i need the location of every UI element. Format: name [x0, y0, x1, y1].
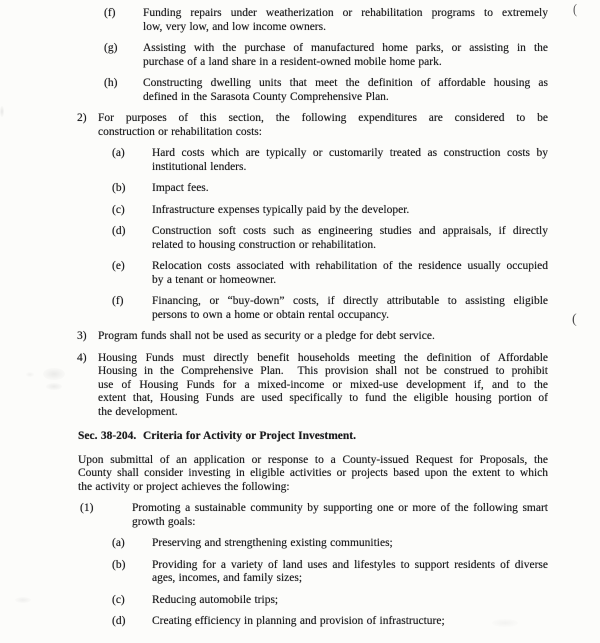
text-line: institutional lenders.: [152, 160, 247, 173]
item-marker: 4): [77, 351, 87, 364]
text-line: Promoting a sustainable community by supporting one or more of the following smart: [132, 502, 548, 514]
text-line: Creating efficiency in planning and provision of infrastructure;: [152, 615, 445, 627]
text-line: Impact fees.: [152, 182, 209, 194]
text-line: Reducing automobile trips;: [152, 593, 279, 606]
text-line: Financing, or “buy-down” costs, if directly attributable to assisting eligible: [152, 295, 548, 307]
list-item-d: [112, 225, 548, 252]
text-line: persons to own a home or obtain rental occupancy.: [152, 308, 390, 321]
item-marker: (b): [112, 558, 126, 571]
list-item-d: [112, 615, 548, 629]
list-item-h: [104, 77, 548, 104]
item-marker: (c): [112, 593, 125, 606]
text-line: Infrastructure expenses typically paid by the developer.: [152, 203, 410, 216]
item-marker: (a): [112, 537, 125, 549]
list-item-f: [112, 295, 548, 322]
list-item-1: [80, 502, 548, 529]
item-marker: (e): [112, 260, 125, 272]
list-item-b: [112, 558, 548, 586]
list-item-b: [112, 182, 548, 196]
text-line: Housing Funds must directly benefit households meeting the definition of Affordable: [98, 351, 548, 364]
text-line: construction or rehabilitation costs:: [98, 125, 262, 138]
text-line: the activity or project achieves the following:: [78, 480, 290, 493]
section-heading: [78, 430, 548, 444]
text-line: Preserving and strengthening existing communities;: [152, 537, 393, 549]
text-line: low, very low, and low income owners.: [143, 20, 326, 33]
text-line: related to housing construction or rehabilitation.: [152, 238, 376, 251]
text-line: Relocation costs associated with rehabilitation of the residence usually occupied: [152, 260, 548, 272]
intro-paragraph: [78, 454, 548, 495]
scan-artifact-paren-top: (: [573, 0, 577, 17]
text-line: Providing for a variety of land uses and lifestyles to support residents of diverse: [152, 558, 548, 571]
list-item-g: [104, 42, 548, 69]
item-marker: (f): [104, 7, 116, 19]
text-line: growth goals:: [132, 515, 196, 528]
item-marker: (d): [112, 615, 126, 627]
text-line: defined in the Sarasota County Comprehensive Plan.: [143, 90, 389, 103]
text-line: County shall consider investing in eligible activities or projects based upon the extent to which: [78, 467, 548, 479]
scan-artifact-paren-mid: (: [572, 312, 577, 327]
text-line: by a tenant or homeowner.: [152, 273, 277, 286]
text-line: Assisting with the purchase of manufactured home parks, or assisting in the: [143, 42, 548, 54]
item-marker: (b): [112, 182, 126, 194]
text-line: use of Housing Funds for a mixed-income or mixed-use development if, and to the: [98, 378, 548, 391]
list-item-a: [112, 537, 548, 551]
text-line: Constructing dwelling units that meet the definition of affordable housing as: [143, 77, 548, 89]
item-marker: (g): [104, 42, 118, 54]
item-marker: 3): [77, 330, 87, 342]
text-line: Hard costs which are typically or customarily treated as construction costs by: [152, 147, 548, 159]
text-line: For purposes of this section, the following expenditures are considered to be: [98, 112, 548, 124]
list-item-e: [112, 260, 548, 287]
item-marker: (d): [112, 225, 126, 237]
text-line: extent that, Housing Funds are used specifically to fund the eligible housing portion of: [98, 392, 548, 404]
list-item-3: [77, 330, 548, 344]
item-marker: (1): [80, 502, 94, 514]
item-marker: (h): [104, 77, 118, 89]
text-line: ages, incomes, and family sizes;: [152, 572, 303, 584]
list-item-2: [77, 112, 548, 139]
item-marker: 2): [77, 112, 87, 124]
list-item-c: [112, 593, 548, 608]
text-line: Funding repairs under weatherization or rehabilitation programs to extremely: [143, 7, 548, 19]
text-line: Program funds shall not be used as security or a pledge for debt service.: [98, 330, 435, 342]
list-item-f: [104, 7, 548, 34]
text-line: the development.: [98, 405, 178, 418]
text-line: purchase of a land share in a resident-owned mobile home park.: [143, 55, 442, 68]
list-item-a: [112, 147, 548, 174]
text-line: Housing in the Comprehensive Plan. This provision shall not be construed to prohibit: [98, 365, 548, 377]
item-marker: (f): [112, 295, 124, 307]
text-line: Sec. 38-204. Criteria for Activity or Project Investment.: [78, 430, 357, 442]
text-line: Construction soft costs such as engineering studies and appraisals, if directly: [152, 225, 548, 237]
text-line: Upon submittal of an application or response to a County-issued Request for Proposals, the: [78, 453, 548, 466]
list-item-4: [77, 351, 548, 420]
item-marker: (a): [112, 147, 125, 159]
list-item-c: [112, 203, 548, 218]
item-marker: (c): [112, 203, 125, 216]
